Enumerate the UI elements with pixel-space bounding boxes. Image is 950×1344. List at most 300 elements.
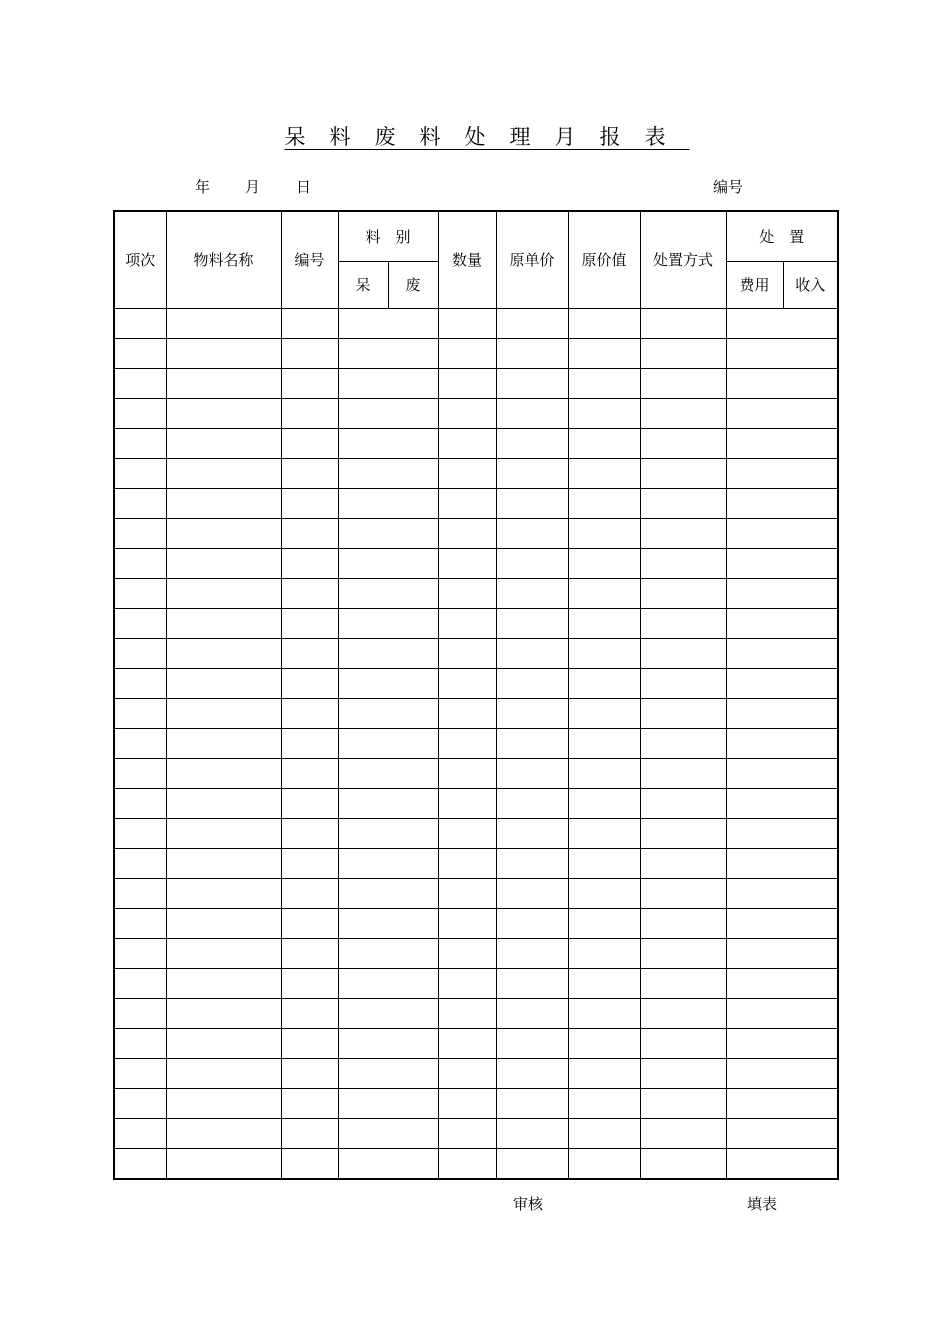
cell-unit-price[interactable] bbox=[496, 339, 568, 369]
cell-unit-price[interactable] bbox=[496, 969, 568, 999]
cell-unit-price[interactable] bbox=[496, 1029, 568, 1059]
cell-unit-price[interactable] bbox=[496, 1089, 568, 1119]
table-row bbox=[114, 1089, 838, 1119]
cell-quantity[interactable] bbox=[438, 909, 496, 939]
cell-category[interactable] bbox=[338, 819, 438, 849]
cell-category[interactable] bbox=[338, 1059, 438, 1089]
cell-item-no[interactable] bbox=[114, 1059, 166, 1089]
cell-quantity[interactable] bbox=[438, 519, 496, 549]
cell-quantity[interactable] bbox=[438, 759, 496, 789]
cell-disposal-method[interactable] bbox=[640, 339, 726, 369]
cell-category[interactable] bbox=[338, 429, 438, 459]
cell-category[interactable] bbox=[338, 369, 438, 399]
table-row bbox=[114, 579, 838, 609]
table-row bbox=[114, 729, 838, 759]
cell-unit-price[interactable] bbox=[496, 819, 568, 849]
cell-quantity[interactable] bbox=[438, 609, 496, 639]
table-row bbox=[114, 399, 838, 429]
cell-disposal-method[interactable] bbox=[640, 429, 726, 459]
cell-category[interactable] bbox=[338, 1149, 438, 1180]
table-row bbox=[114, 939, 838, 969]
cell-code[interactable] bbox=[281, 699, 338, 729]
cell-code[interactable] bbox=[281, 339, 338, 369]
cell-code[interactable] bbox=[281, 1119, 338, 1149]
cell-item-no[interactable] bbox=[114, 489, 166, 519]
cell-disposal-method[interactable] bbox=[640, 639, 726, 669]
cell-disposal[interactable] bbox=[726, 609, 838, 639]
cell-item-no[interactable] bbox=[114, 969, 166, 999]
cell-disposal-method[interactable] bbox=[640, 789, 726, 819]
table-row bbox=[114, 549, 838, 579]
cell-quantity[interactable] bbox=[438, 549, 496, 579]
cell-original-value[interactable] bbox=[568, 339, 640, 369]
cell-material-name[interactable] bbox=[166, 939, 281, 969]
cell-item-no[interactable] bbox=[114, 939, 166, 969]
table-row bbox=[114, 819, 838, 849]
cell-material-name[interactable] bbox=[166, 909, 281, 939]
review-label: 审核 bbox=[513, 1195, 544, 1213]
cell-disposal[interactable] bbox=[726, 429, 838, 459]
cell-disposal-method[interactable] bbox=[640, 969, 726, 999]
cell-item-no[interactable] bbox=[114, 519, 166, 549]
cell-quantity[interactable] bbox=[438, 489, 496, 519]
cell-disposal-method[interactable] bbox=[640, 1119, 726, 1149]
cell-code[interactable] bbox=[281, 1089, 338, 1119]
cell-disposal[interactable] bbox=[726, 1029, 838, 1059]
cell-original-value[interactable] bbox=[568, 459, 640, 489]
cell-quantity[interactable] bbox=[438, 999, 496, 1029]
cell-code[interactable] bbox=[281, 909, 338, 939]
cell-material-name[interactable] bbox=[166, 459, 281, 489]
cell-original-value[interactable] bbox=[568, 609, 640, 639]
cell-category[interactable] bbox=[338, 849, 438, 879]
cell-original-value[interactable] bbox=[568, 1089, 640, 1119]
cell-category[interactable] bbox=[338, 399, 438, 429]
report-table bbox=[113, 210, 839, 1180]
cell-category[interactable] bbox=[338, 879, 438, 909]
cell-original-value[interactable] bbox=[568, 909, 640, 939]
cell-category[interactable] bbox=[338, 759, 438, 789]
cell-original-value[interactable] bbox=[568, 849, 640, 879]
cell-code[interactable] bbox=[281, 1059, 338, 1089]
cell-original-value[interactable] bbox=[568, 879, 640, 909]
cell-quantity[interactable] bbox=[438, 939, 496, 969]
cell-unit-price[interactable] bbox=[496, 579, 568, 609]
cell-item-no[interactable] bbox=[114, 459, 166, 489]
cell-unit-price[interactable] bbox=[496, 729, 568, 759]
cell-material-name[interactable] bbox=[166, 429, 281, 459]
title-text: 呆料废料处理月报表 bbox=[284, 125, 690, 149]
cell-original-value[interactable] bbox=[568, 759, 640, 789]
cell-unit-price[interactable] bbox=[496, 489, 568, 519]
cell-material-name[interactable] bbox=[166, 729, 281, 759]
cell-unit-price[interactable] bbox=[496, 429, 568, 459]
cell-unit-price[interactable] bbox=[496, 939, 568, 969]
cell-disposal-method[interactable] bbox=[640, 1089, 726, 1119]
cell-item-no[interactable] bbox=[114, 639, 166, 669]
cell-original-value[interactable] bbox=[568, 519, 640, 549]
cell-category[interactable] bbox=[338, 459, 438, 489]
cell-disposal[interactable] bbox=[726, 369, 838, 399]
cell-item-no[interactable] bbox=[114, 1029, 166, 1059]
cell-material-name[interactable] bbox=[166, 669, 281, 699]
cell-category[interactable] bbox=[338, 909, 438, 939]
table-row bbox=[114, 759, 838, 789]
cell-disposal[interactable] bbox=[726, 399, 838, 429]
cell-material-name[interactable] bbox=[166, 1119, 281, 1149]
cell-item-no[interactable] bbox=[114, 399, 166, 429]
cell-quantity[interactable] bbox=[438, 879, 496, 909]
cell-quantity[interactable] bbox=[438, 369, 496, 399]
cell-item-no[interactable] bbox=[114, 909, 166, 939]
cell-original-value[interactable] bbox=[568, 429, 640, 459]
fill-label: 填表 bbox=[747, 1195, 778, 1213]
cell-material-name[interactable] bbox=[166, 399, 281, 429]
cell-code[interactable] bbox=[281, 429, 338, 459]
cell-original-value[interactable] bbox=[568, 309, 640, 339]
cell-disposal[interactable] bbox=[726, 849, 838, 879]
cell-material-name[interactable] bbox=[166, 339, 281, 369]
cell-quantity[interactable] bbox=[438, 849, 496, 879]
cell-code[interactable] bbox=[281, 609, 338, 639]
cell-category[interactable] bbox=[338, 339, 438, 369]
header-row bbox=[114, 211, 838, 262]
cell-original-value[interactable] bbox=[568, 939, 640, 969]
cell-original-value[interactable] bbox=[568, 729, 640, 759]
cell-item-no[interactable] bbox=[114, 699, 166, 729]
cell-code[interactable] bbox=[281, 969, 338, 999]
cell-category[interactable] bbox=[338, 969, 438, 999]
cell-code[interactable] bbox=[281, 999, 338, 1029]
table-row bbox=[114, 909, 838, 939]
cell-material-name[interactable] bbox=[166, 849, 281, 879]
cell-original-value[interactable] bbox=[568, 819, 640, 849]
cell-quantity[interactable] bbox=[438, 429, 496, 459]
cell-material-name[interactable] bbox=[166, 369, 281, 399]
cell-category[interactable] bbox=[338, 549, 438, 579]
cell-disposal[interactable] bbox=[726, 999, 838, 1029]
cell-material-name[interactable] bbox=[166, 879, 281, 909]
col-header-category-waste: 废 bbox=[388, 262, 438, 309]
cell-disposal[interactable] bbox=[726, 579, 838, 609]
cell-original-value[interactable] bbox=[568, 969, 640, 999]
cell-original-value[interactable] bbox=[568, 789, 640, 819]
cell-category[interactable] bbox=[338, 579, 438, 609]
cell-unit-price[interactable] bbox=[496, 879, 568, 909]
cell-unit-price[interactable] bbox=[496, 999, 568, 1029]
cell-item-no[interactable] bbox=[114, 819, 166, 849]
cell-code[interactable] bbox=[281, 639, 338, 669]
table-row bbox=[114, 1149, 838, 1180]
col-header-unit-price: 原单价 bbox=[496, 211, 568, 309]
cell-disposal[interactable] bbox=[726, 309, 838, 339]
cell-disposal[interactable] bbox=[726, 729, 838, 759]
cell-item-no[interactable] bbox=[114, 1089, 166, 1119]
col-header-cost: 费用 bbox=[726, 262, 783, 309]
cell-disposal-method[interactable] bbox=[640, 519, 726, 549]
cell-unit-price[interactable] bbox=[496, 639, 568, 669]
cell-code[interactable] bbox=[281, 459, 338, 489]
cell-code[interactable] bbox=[281, 399, 338, 429]
cell-disposal[interactable] bbox=[726, 879, 838, 909]
cell-unit-price[interactable] bbox=[496, 909, 568, 939]
cell-code[interactable] bbox=[281, 759, 338, 789]
table-row bbox=[114, 969, 838, 999]
table-row bbox=[114, 309, 838, 339]
date-day-label: 日 bbox=[296, 178, 312, 196]
cell-item-no[interactable] bbox=[114, 849, 166, 879]
cell-category[interactable] bbox=[338, 999, 438, 1029]
cell-disposal-method[interactable] bbox=[640, 909, 726, 939]
cell-material-name[interactable] bbox=[166, 699, 281, 729]
cell-item-no[interactable] bbox=[114, 759, 166, 789]
cell-disposal[interactable] bbox=[726, 969, 838, 999]
cell-material-name[interactable] bbox=[166, 309, 281, 339]
cell-material-name[interactable] bbox=[166, 549, 281, 579]
cell-item-no[interactable] bbox=[114, 1119, 166, 1149]
cell-unit-price[interactable] bbox=[496, 669, 568, 699]
cell-unit-price[interactable] bbox=[496, 369, 568, 399]
cell-item-no[interactable] bbox=[114, 429, 166, 459]
cell-disposal-method[interactable] bbox=[640, 1059, 726, 1089]
cell-disposal-method[interactable] bbox=[640, 699, 726, 729]
table-row bbox=[114, 849, 838, 879]
cell-disposal-method[interactable] bbox=[640, 819, 726, 849]
cell-material-name[interactable] bbox=[166, 969, 281, 999]
cell-quantity[interactable] bbox=[438, 459, 496, 489]
cell-unit-price[interactable] bbox=[496, 309, 568, 339]
cell-item-no[interactable] bbox=[114, 309, 166, 339]
cell-item-no[interactable] bbox=[114, 339, 166, 369]
table-row bbox=[114, 669, 838, 699]
cell-disposal-method[interactable] bbox=[640, 579, 726, 609]
cell-category[interactable] bbox=[338, 519, 438, 549]
cell-unit-price[interactable] bbox=[496, 789, 568, 819]
cell-quantity[interactable] bbox=[438, 579, 496, 609]
cell-code[interactable] bbox=[281, 879, 338, 909]
cell-code[interactable] bbox=[281, 1149, 338, 1180]
cell-disposal-method[interactable] bbox=[640, 879, 726, 909]
cell-item-no[interactable] bbox=[114, 729, 166, 759]
cell-quantity[interactable] bbox=[438, 1059, 496, 1089]
cell-item-no[interactable] bbox=[114, 669, 166, 699]
cell-category[interactable] bbox=[338, 939, 438, 969]
cell-quantity[interactable] bbox=[438, 1119, 496, 1149]
cell-disposal-method[interactable] bbox=[640, 399, 726, 429]
col-header-disposal-method: 处置方式 bbox=[640, 211, 726, 309]
cell-unit-price[interactable] bbox=[496, 849, 568, 879]
cell-disposal-method[interactable] bbox=[640, 729, 726, 759]
cell-code[interactable] bbox=[281, 729, 338, 759]
cell-original-value[interactable] bbox=[568, 669, 640, 699]
cell-disposal-method[interactable] bbox=[640, 759, 726, 789]
table-row bbox=[114, 1059, 838, 1089]
cell-unit-price[interactable] bbox=[496, 459, 568, 489]
cell-disposal[interactable] bbox=[726, 639, 838, 669]
cell-material-name[interactable] bbox=[166, 1029, 281, 1059]
cell-disposal-method[interactable] bbox=[640, 939, 726, 969]
cell-original-value[interactable] bbox=[568, 399, 640, 429]
cell-unit-price[interactable] bbox=[496, 609, 568, 639]
cell-code[interactable] bbox=[281, 819, 338, 849]
cell-material-name[interactable] bbox=[166, 999, 281, 1029]
cell-disposal[interactable] bbox=[726, 339, 838, 369]
cell-original-value[interactable] bbox=[568, 579, 640, 609]
col-header-category-dull: 呆 bbox=[338, 262, 388, 309]
cell-disposal-method[interactable] bbox=[640, 1149, 726, 1180]
cell-category[interactable] bbox=[338, 1089, 438, 1119]
cell-category[interactable] bbox=[338, 669, 438, 699]
cell-code[interactable] bbox=[281, 849, 338, 879]
cell-code[interactable] bbox=[281, 789, 338, 819]
cell-unit-price[interactable] bbox=[496, 1149, 568, 1180]
cell-disposal-method[interactable] bbox=[640, 609, 726, 639]
col-header-income: 收入 bbox=[783, 262, 838, 309]
cell-quantity[interactable] bbox=[438, 789, 496, 819]
cell-unit-price[interactable] bbox=[496, 699, 568, 729]
table-row bbox=[114, 1119, 838, 1149]
cell-material-name[interactable] bbox=[166, 789, 281, 819]
cell-disposal-method[interactable] bbox=[640, 309, 726, 339]
cell-code[interactable] bbox=[281, 489, 338, 519]
cell-original-value[interactable] bbox=[568, 1059, 640, 1089]
cell-category[interactable] bbox=[338, 309, 438, 339]
table-row bbox=[114, 999, 838, 1029]
cell-quantity[interactable] bbox=[438, 339, 496, 369]
cell-material-name[interactable] bbox=[166, 1149, 281, 1180]
cell-category[interactable] bbox=[338, 489, 438, 519]
cell-category[interactable] bbox=[338, 729, 438, 759]
cell-disposal[interactable] bbox=[726, 909, 838, 939]
cell-quantity[interactable] bbox=[438, 1089, 496, 1119]
cell-disposal[interactable] bbox=[726, 1089, 838, 1119]
cell-material-name[interactable] bbox=[166, 609, 281, 639]
cell-disposal-method[interactable] bbox=[640, 669, 726, 699]
cell-original-value[interactable] bbox=[568, 999, 640, 1029]
cell-material-name[interactable] bbox=[166, 1089, 281, 1119]
cell-original-value[interactable] bbox=[568, 489, 640, 519]
cell-quantity[interactable] bbox=[438, 1029, 496, 1059]
cell-material-name[interactable] bbox=[166, 579, 281, 609]
cell-item-no[interactable] bbox=[114, 999, 166, 1029]
cell-quantity[interactable] bbox=[438, 639, 496, 669]
cell-quantity[interactable] bbox=[438, 699, 496, 729]
cell-category[interactable] bbox=[338, 609, 438, 639]
table-row bbox=[114, 489, 838, 519]
cell-disposal[interactable] bbox=[726, 549, 838, 579]
cell-original-value[interactable] bbox=[568, 1119, 640, 1149]
date-month-label: 月 bbox=[245, 178, 261, 196]
cell-code[interactable] bbox=[281, 549, 338, 579]
cell-original-value[interactable] bbox=[568, 1149, 640, 1180]
col-header-category: 料 别 bbox=[338, 211, 438, 262]
cell-disposal-method[interactable] bbox=[640, 999, 726, 1029]
cell-quantity[interactable] bbox=[438, 309, 496, 339]
cell-disposal[interactable] bbox=[726, 759, 838, 789]
cell-quantity[interactable] bbox=[438, 969, 496, 999]
cell-quantity[interactable] bbox=[438, 669, 496, 699]
cell-quantity[interactable] bbox=[438, 1149, 496, 1180]
cell-disposal-method[interactable] bbox=[640, 459, 726, 489]
cell-material-name[interactable] bbox=[166, 1059, 281, 1089]
cell-code[interactable] bbox=[281, 309, 338, 339]
cell-material-name[interactable] bbox=[166, 819, 281, 849]
cell-code[interactable] bbox=[281, 369, 338, 399]
cell-disposal[interactable] bbox=[726, 669, 838, 699]
cell-disposal-method[interactable] bbox=[640, 849, 726, 879]
cell-material-name[interactable] bbox=[166, 519, 281, 549]
cell-material-name[interactable] bbox=[166, 489, 281, 519]
cell-code[interactable] bbox=[281, 939, 338, 969]
cell-disposal[interactable] bbox=[726, 519, 838, 549]
table-row bbox=[114, 459, 838, 489]
cell-disposal[interactable] bbox=[726, 699, 838, 729]
table-row bbox=[114, 639, 838, 669]
cell-code[interactable] bbox=[281, 669, 338, 699]
cell-disposal-method[interactable] bbox=[640, 549, 726, 579]
date-year-label: 年 bbox=[195, 178, 211, 196]
cell-original-value[interactable] bbox=[568, 699, 640, 729]
cell-category[interactable] bbox=[338, 1029, 438, 1059]
table-row bbox=[114, 519, 838, 549]
cell-unit-price[interactable] bbox=[496, 519, 568, 549]
cell-unit-price[interactable] bbox=[496, 399, 568, 429]
cell-item-no[interactable] bbox=[114, 879, 166, 909]
cell-unit-price[interactable] bbox=[496, 549, 568, 579]
cell-disposal[interactable] bbox=[726, 1059, 838, 1089]
cell-disposal-method[interactable] bbox=[640, 489, 726, 519]
cell-item-no[interactable] bbox=[114, 1149, 166, 1180]
page-title bbox=[0, 122, 950, 152]
cell-original-value[interactable] bbox=[568, 369, 640, 399]
cell-quantity[interactable] bbox=[438, 819, 496, 849]
cell-original-value[interactable] bbox=[568, 639, 640, 669]
cell-unit-price[interactable] bbox=[496, 759, 568, 789]
cell-disposal-method[interactable] bbox=[640, 1029, 726, 1059]
cell-item-no[interactable] bbox=[114, 609, 166, 639]
cell-item-no[interactable] bbox=[114, 579, 166, 609]
cell-material-name[interactable] bbox=[166, 639, 281, 669]
cell-quantity[interactable] bbox=[438, 729, 496, 759]
col-header-item-no: 项次 bbox=[114, 211, 166, 309]
cell-material-name[interactable] bbox=[166, 759, 281, 789]
cell-disposal[interactable] bbox=[726, 459, 838, 489]
cell-quantity[interactable] bbox=[438, 399, 496, 429]
cell-disposal[interactable] bbox=[726, 1119, 838, 1149]
cell-original-value[interactable] bbox=[568, 549, 640, 579]
cell-code[interactable] bbox=[281, 579, 338, 609]
cell-code[interactable] bbox=[281, 1029, 338, 1059]
cell-item-no[interactable] bbox=[114, 549, 166, 579]
cell-original-value[interactable] bbox=[568, 1029, 640, 1059]
cell-disposal-method[interactable] bbox=[640, 369, 726, 399]
cell-disposal[interactable] bbox=[726, 819, 838, 849]
cell-disposal[interactable] bbox=[726, 789, 838, 819]
cell-disposal[interactable] bbox=[726, 1149, 838, 1180]
cell-category[interactable] bbox=[338, 699, 438, 729]
cell-unit-price[interactable] bbox=[496, 1059, 568, 1089]
cell-disposal[interactable] bbox=[726, 489, 838, 519]
cell-disposal[interactable] bbox=[726, 939, 838, 969]
cell-code[interactable] bbox=[281, 519, 338, 549]
table-row bbox=[114, 1029, 838, 1059]
cell-unit-price[interactable] bbox=[496, 1119, 568, 1149]
cell-category[interactable] bbox=[338, 789, 438, 819]
cell-item-no[interactable] bbox=[114, 369, 166, 399]
cell-category[interactable] bbox=[338, 1119, 438, 1149]
cell-item-no[interactable] bbox=[114, 789, 166, 819]
cell-category[interactable] bbox=[338, 639, 438, 669]
